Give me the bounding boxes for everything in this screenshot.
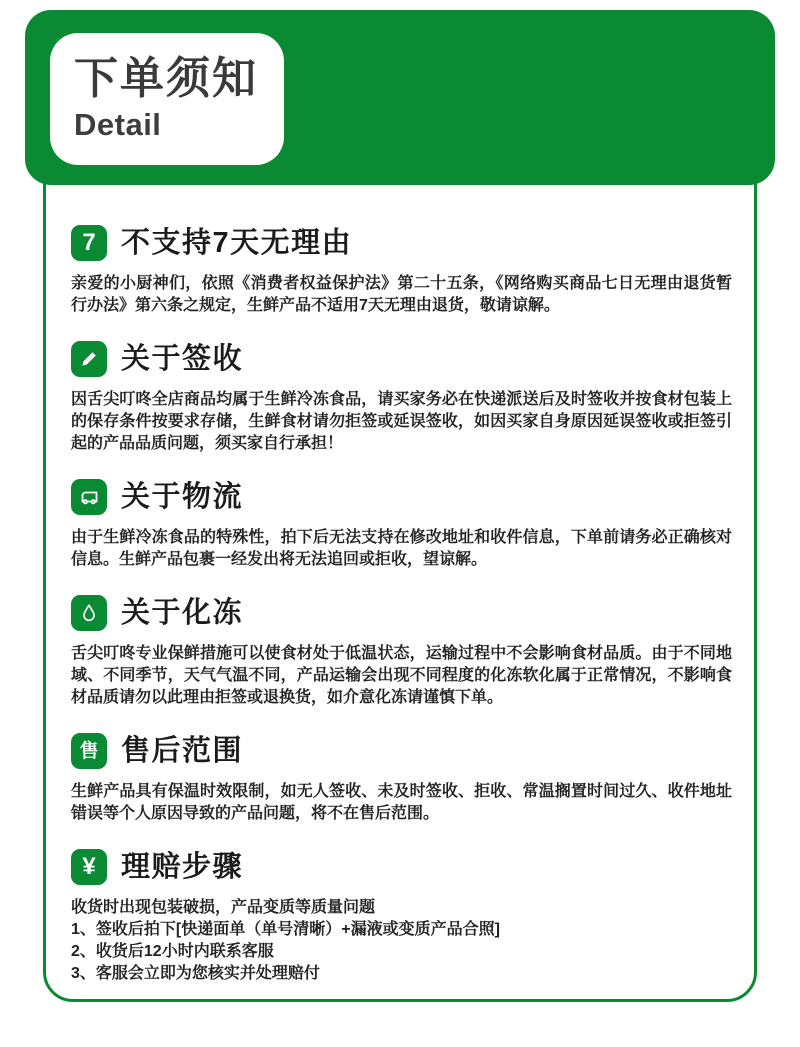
section-heading xyxy=(71,733,732,769)
section-heading xyxy=(71,225,732,261)
notice-section xyxy=(71,225,732,317)
notice-section xyxy=(71,733,732,825)
section-title: 售后范围 xyxy=(121,734,244,767)
after-sale-icon xyxy=(71,733,107,769)
page-header xyxy=(50,33,284,165)
section-title: 关于化冻 xyxy=(121,596,244,629)
page-subtitle: Detail xyxy=(74,107,162,143)
droplet-icon xyxy=(71,595,107,631)
truck-icon xyxy=(71,479,107,515)
body-line: 2、收货后12小时内联系客服 xyxy=(71,943,274,960)
body-line: 1、签收后拍下[快递面单（单号清晰）+漏液或变质产品合照] xyxy=(71,921,500,938)
section-heading xyxy=(71,341,732,377)
section-heading xyxy=(71,479,732,515)
section-heading xyxy=(71,849,732,885)
notice-section xyxy=(71,479,732,571)
section-body xyxy=(71,897,732,985)
section-body: 由于生鲜冷冻食品的特殊性，拍下后无法支持在修改地址和收件信息，下单前请务必正确核对信息。生鲜产品包裹一经发出将无法追回或拒收，望谅解。 xyxy=(71,529,732,568)
body-line: 收货时出现包装破损，产品变质等质量问题 xyxy=(71,899,376,916)
yen-icon xyxy=(71,849,107,885)
section-body: 因舌尖叮咚全店商品均属于生鲜冷冻食品，请买家务必在快递派送后及时签收并按食材包装上的保存条件按要求存储，生鲜食材请勿拒签或延误签收，如因买家自身原因延误签收或拒签引起的产品品质问题，须买家自行承担！ xyxy=(71,391,732,452)
page-title: 下单须知 xyxy=(74,53,258,103)
section-body: 舌尖叮咚专业保鲜措施可以使食材处于低温状态，运输过程中不会影响食材品质。由于不同地域、不同季节，天气气温不同，产品运输会出现不同程度的化冻软化属于正常情况，不影响食材品质请勿以此理由拒签或退换货，如介意化冻请谨慎下单。 xyxy=(71,645,732,706)
body-line: 3、客服会立即为您核实并处理赔付 xyxy=(71,965,320,982)
notice-section xyxy=(71,341,732,455)
notice-section xyxy=(71,849,732,985)
section-body: 亲爱的小厨神们，依照《消费者权益保护法》第二十五条，《网络购买商品七日无理由退货暂行办法》第六条之规定，生鲜产品不适用7天无理由退货，敬请谅解。 xyxy=(71,275,732,314)
icon-glyph: ¥ xyxy=(82,853,96,880)
section-heading xyxy=(71,595,732,631)
pen-icon xyxy=(71,341,107,377)
notice-section xyxy=(71,595,732,709)
section-body: 生鲜产品具有保温时效限制，如无人签收、未及时签收、拒收、常温搁置时间过久、收件地址错误等个人原因导致的产品问题，将不在售后范围。 xyxy=(71,783,732,822)
section-title: 关于物流 xyxy=(121,480,244,513)
number-seven-icon xyxy=(71,225,107,261)
section-title: 不支持7天无理由 xyxy=(121,226,353,259)
section-title: 关于签收 xyxy=(121,342,244,375)
section-title: 理赔步骤 xyxy=(121,850,244,883)
icon-glyph: 7 xyxy=(82,229,96,256)
icon-glyph: 售 xyxy=(79,740,99,762)
notice-card xyxy=(43,120,757,1002)
